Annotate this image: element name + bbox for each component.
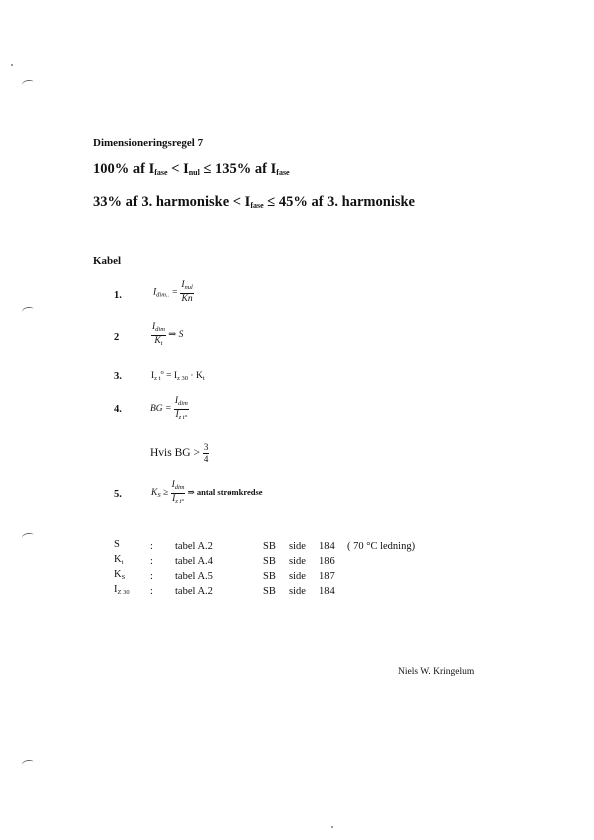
- reference-table: [114, 539, 415, 599]
- table-row: $K_t$ : tabel A.4 SB side 186: [114, 554, 335, 567]
- scan-mark: [21, 306, 34, 315]
- scan-mark: [21, 79, 34, 88]
- table-row: $K_S$ : tabel A.5 SB side 187: [114, 569, 335, 582]
- author-signature: Niels W. Kringelum: [398, 667, 475, 677]
- section-heading-kabel: Kabel: [93, 255, 122, 267]
- formula-step-3: $I_{z t}^o = I_{z 30} \cdot K_t$: [151, 369, 205, 382]
- table-row: $I_{Z 30}$ : tabel A.2 SB side 184: [114, 584, 335, 597]
- scan-speck: [11, 64, 13, 66]
- rule-current-ratio: 100% af $I_{fase} < I_{nul} \le 135\%$ af $I_{fase}$: [93, 161, 290, 177]
- formula-step-4: BG = $\frac{I_{dim}}{I_{z t^\circ}}$: [150, 396, 188, 421]
- page-heading: Dimensioneringsregel 7: [93, 137, 204, 149]
- scan-mark: [21, 759, 34, 768]
- formula-step-1: $I_{dim..}$ = $\frac{I_{nul}}{Kn}$: [153, 280, 193, 304]
- step-number: 4.: [114, 404, 122, 415]
- formula-step-2: $\frac{I_{dim}}{K_t}$ ⇒ S: [152, 322, 184, 347]
- table-row: S : tabel A.2 SB side 184 ( 70 °C ledning): [114, 539, 416, 552]
- condition-hvis: Hvis BG > $\frac{3}{4}$: [150, 442, 209, 464]
- step-number: 5.: [114, 489, 122, 500]
- step-number: 1.: [114, 290, 122, 301]
- step-number: 2: [114, 332, 120, 343]
- formula-step-5: $K_S$ ≥ $\frac{I_{dim}}{I_{z t^\circ}}$ ⇒ antal strømkredse: [151, 480, 263, 505]
- scan-speck: [331, 826, 333, 828]
- step-number: 3.: [114, 371, 122, 382]
- scan-mark: [21, 532, 34, 541]
- rule-harmonics: 33% af 3. harmoniske < $I_{fase} \le 45\%$ af 3. harmoniske: [93, 194, 415, 210]
